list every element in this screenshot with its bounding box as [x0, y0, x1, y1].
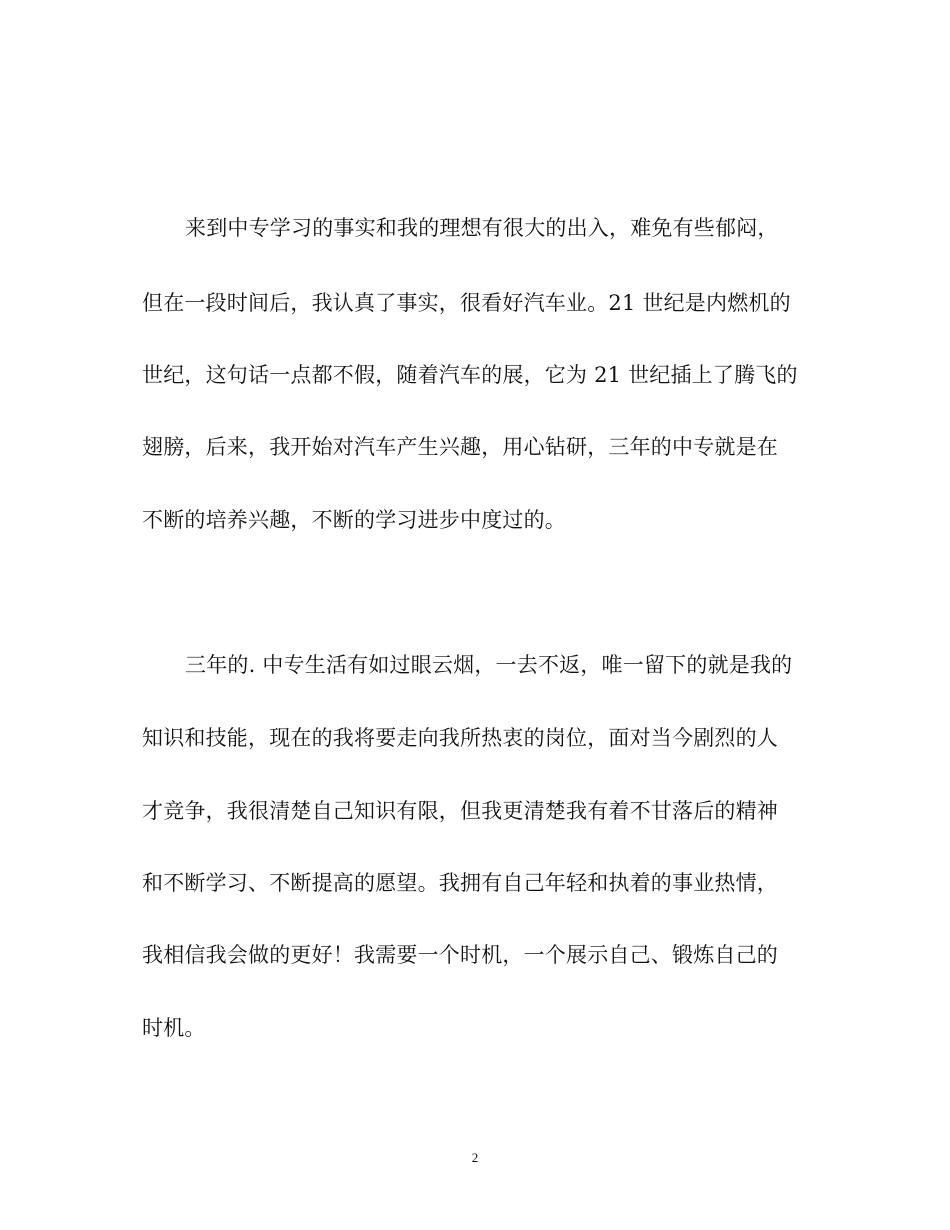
paragraph-line: 知识和技能，现在的我将要走向我所热衷的岗位，面对当今剧烈的人	[142, 726, 778, 750]
paragraph-line: 翅膀，后来，我开始对汽车产生兴趣，用心钻研，三年的中专就是在	[142, 435, 778, 459]
paragraph-line: 才竞争，我很清楚自己知识有限，但我更清楚我有着不甘落后的精神	[142, 799, 778, 823]
paragraph-line: 三年的. 中专生活有如过眼云烟，一去不返，唯一留下的就是我的	[185, 653, 793, 677]
paragraph-line: 世纪，这句话一点都不假，随着汽车的展，它为 21 世纪插上了腾飞的	[142, 363, 798, 387]
paragraph-line: 不断的培养兴趣，不断的学习进步中度过的。	[142, 508, 566, 532]
paragraph-line: 和不断学习、不断提高的愿望。我拥有自己年轻和执着的事业热情，	[142, 871, 778, 895]
paragraph-line: 来到中专学习的事实和我的理想有很大的出入，难免有些郁闷，	[185, 216, 779, 240]
paragraph-line: 我相信我会做的更好！我需要一个时机，一个展示自己、锻炼自己的	[142, 943, 778, 967]
paragraph-line: 但在一段时间后，我认真了事实，很看好汽车业。21 世纪是内燃机的	[142, 291, 791, 315]
paragraph-line: 时机。	[142, 1016, 206, 1040]
page-number: 2	[471, 1150, 479, 1165]
